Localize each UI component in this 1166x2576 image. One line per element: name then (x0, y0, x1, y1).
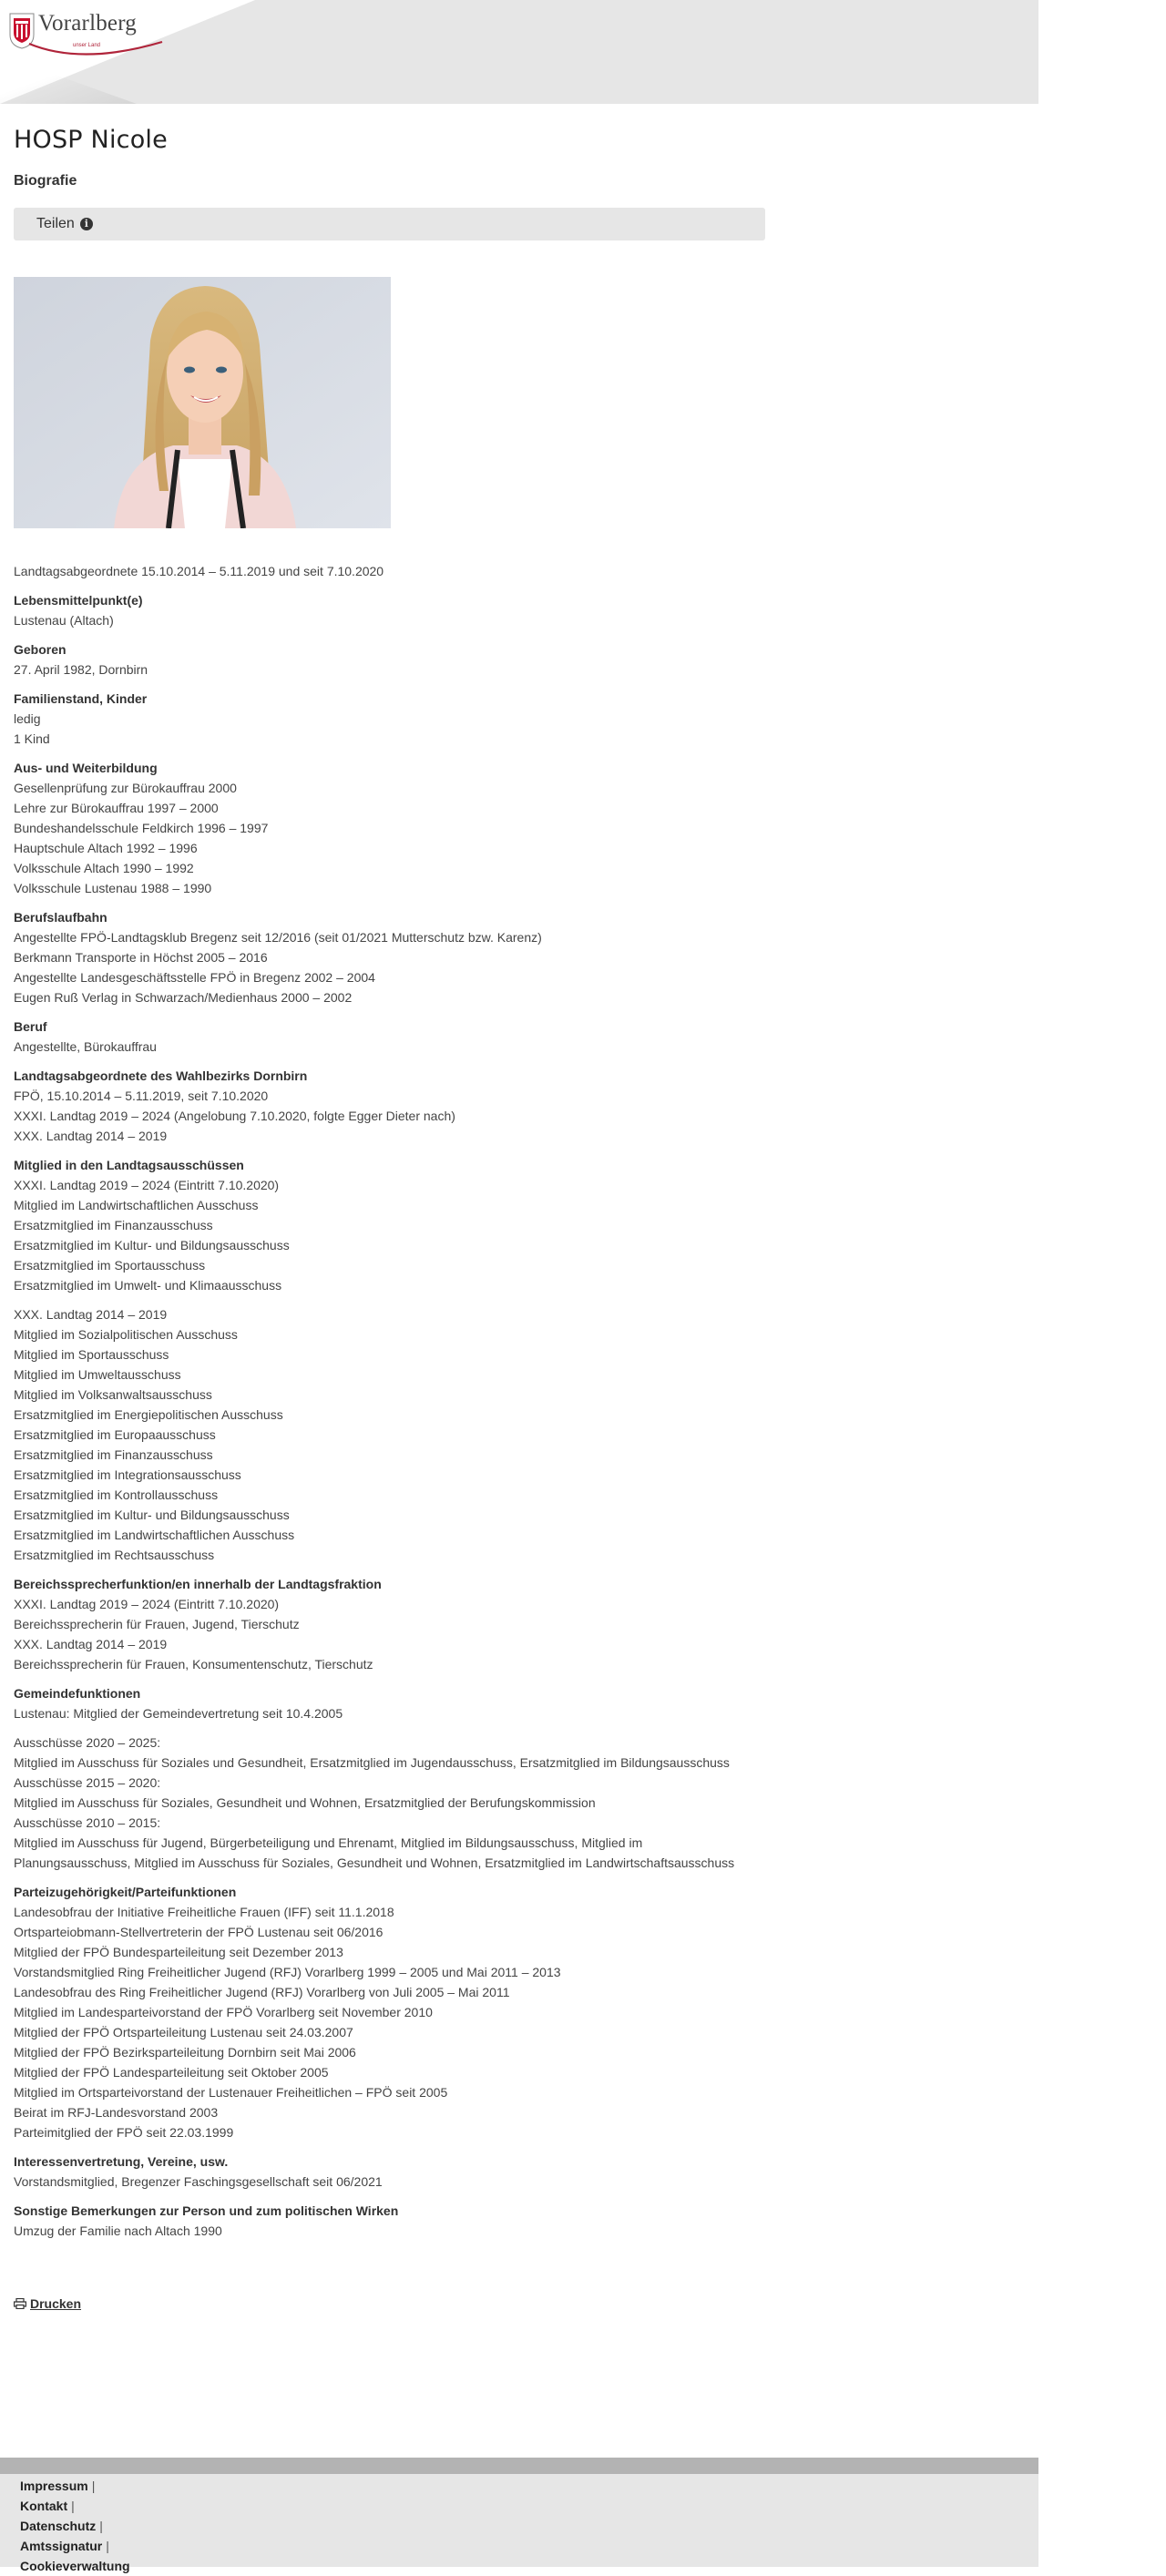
bio-line: XXX. Landtag 2014 – 2019 (14, 1307, 168, 1322)
footer-separator: | (106, 2539, 109, 2553)
share-label[interactable]: Teilen (36, 216, 75, 231)
bio-line: Mitglied im Landwirtschaftlichen Ausschuss (14, 1198, 259, 1212)
vorarlberg-logo[interactable] (9, 11, 164, 56)
bio-line: Angestellte FPÖ-Landtagsklub Bregenz seit 12/2016 (seit 01/2021 Mutterschutz bzw. Karenz) (14, 930, 542, 945)
share-bar[interactable] (14, 208, 765, 240)
footer-link-row (20, 2556, 1038, 2576)
bio-line: Mitglied im Ausschuss für Soziales und Gesundheit, Ersatzmitglied im Jugendausschuss, Ersatzmitglied im Bildungsausschuss (14, 1755, 730, 1770)
footer-link-row (20, 2536, 1038, 2556)
bio-line: Mitglied der FPÖ Bundesparteileitung seit Dezember 2013 (14, 1945, 343, 1959)
page-subtitle: Biografie (14, 173, 77, 189)
bio-line: Ausschüsse 2020 – 2025: (14, 1735, 161, 1750)
bio-section-heading: Bereichssprecherfunktion/en innerhalb der Landtagsfraktion (14, 1577, 382, 1591)
bio-line: XXX. Landtag 2014 – 2019 (14, 1129, 168, 1143)
footer-link-kontakt[interactable]: Kontakt (20, 2499, 68, 2513)
brand-tagline: unser Land (73, 43, 101, 48)
bio-line: Ersatzmitglied im Integrationsausschuss (14, 1467, 241, 1482)
site-header (0, 0, 1038, 104)
bio-line: Mitglied im Ausschuss für Soziales, Gesundheit und Wohnen, Ersatzmitglied der Berufungskommission (14, 1795, 596, 1810)
brand-name: Vorarlberg (38, 11, 137, 36)
bio-section (14, 758, 770, 898)
bio-section-heading: Aus- und Weiterbildung (14, 761, 158, 775)
bio-line: Ausschüsse 2015 – 2020: (14, 1775, 161, 1790)
biography (14, 561, 770, 2241)
bio-line: XXX. Landtag 2014 – 2019 (14, 1637, 168, 1651)
bio-section (14, 1683, 770, 1873)
printer-icon (14, 2298, 26, 2309)
footer-link-impressum[interactable]: Impressum (20, 2479, 88, 2493)
print-link[interactable] (14, 2296, 81, 2311)
page-title: HOSP Nicole (14, 126, 168, 154)
bio-section (14, 689, 770, 749)
bio-line: Ausschüsse 2010 – 2015: (14, 1815, 161, 1830)
bio-line: Angestellte Landesgeschäftsstelle FPÖ in Bregenz 2002 – 2004 (14, 970, 375, 985)
main-content (14, 122, 770, 2250)
bio-line: Ortsparteiobmann-Stellvertreterin der FPÖ Lustenau seit 06/2016 (14, 1925, 384, 1939)
bio-section (14, 2201, 770, 2241)
bio-section (14, 907, 770, 1007)
bio-line: Ersatzmitglied im Landwirtschaftlichen Ausschuss (14, 1528, 295, 1542)
bio-line: Bereichssprecherin für Frauen, Jugend, Tierschutz (14, 1617, 300, 1631)
bio-line: Umzug der Familie nach Altach 1990 (14, 2223, 222, 2238)
footer-link-row (20, 2496, 1038, 2516)
bio-gap (14, 1295, 770, 1304)
bio-line: Mitglied im Ortsparteivorstand der Lustenauer Freiheitlichen – FPÖ seit 2005 (14, 2085, 448, 2100)
bio-section-heading: Gemeindefunktionen (14, 1686, 141, 1701)
bio-section (14, 1017, 770, 1057)
bio-section-heading: Beruf (14, 1019, 47, 1034)
bio-section (14, 1882, 770, 2142)
footer-bar (0, 2458, 1038, 2474)
bio-section-heading: Landtagsabgeordnete des Wahlbezirks Dornbirn (14, 1068, 308, 1083)
bio-line: Beirat im RFJ-Landesvorstand 2003 (14, 2105, 219, 2120)
site-footer (0, 2474, 1038, 2573)
bio-line: Vorstandsmitglied, Bregenzer Faschingsgesellschaft seit 06/2021 (14, 2174, 383, 2189)
bio-line: Eugen Ruß Verlag in Schwarzach/Medienhaus 2000 – 2002 (14, 990, 353, 1005)
footer-separator: | (99, 2519, 103, 2533)
bio-section-heading: Interessenvertretung, Vereine, usw. (14, 2154, 229, 2169)
bio-line: Ersatzmitglied im Kontrollausschuss (14, 1487, 219, 1502)
bio-line: XXXI. Landtag 2019 – 2024 (Angelobung 7.10.2020, folgte Egger Dieter nach) (14, 1109, 455, 1123)
bio-line: FPÖ, 15.10.2014 – 5.11.2019, seit 7.10.2020 (14, 1089, 269, 1103)
bio-line: Lustenau (Altach) (14, 613, 114, 628)
bio-line: XXXI. Landtag 2019 – 2024 (Eintritt 7.10.2020) (14, 1178, 280, 1192)
bio-line: Mitglied im Ausschuss für Jugend, Bürgerbeteiligung und Ehrenamt, Mitglied im Bildungsausschuss, Mitglied im (14, 1835, 643, 1850)
bio-line: Ersatzmitglied im Energiepolitischen Ausschuss (14, 1407, 283, 1422)
bio-line: Volksschule Altach 1990 – 1992 (14, 861, 194, 875)
bio-line: Volksschule Lustenau 1988 – 1990 (14, 881, 212, 895)
bio-section (14, 2152, 770, 2192)
bio-section-heading: Lebensmittelpunkt(e) (14, 593, 143, 608)
bio-line: 27. April 1982, Dornbirn (14, 662, 148, 677)
print-label[interactable]: Drucken (30, 2296, 82, 2311)
bio-line: Ersatzmitglied im Finanzausschuss (14, 1218, 213, 1232)
bio-line: XXXI. Landtag 2019 – 2024 (Eintritt 7.10.2020) (14, 1597, 280, 1611)
bio-line: Mitglied der FPÖ Landesparteileitung seit Oktober 2005 (14, 2065, 329, 2080)
bio-line: Ersatzmitglied im Sportausschuss (14, 1258, 206, 1273)
portrait-illustration (14, 277, 391, 528)
bio-line: Ersatzmitglied im Umwelt- und Klimaausschuss (14, 1278, 282, 1293)
footer-link-row (20, 2476, 1038, 2496)
bio-line: Bundeshandelsschule Feldkirch 1996 – 1997 (14, 821, 269, 835)
footer-link-cookieverwaltung[interactable]: Cookieverwaltung (20, 2559, 130, 2573)
footer-separator: | (71, 2499, 75, 2513)
footer-link-row (20, 2516, 1038, 2536)
bio-line: Mitglied der FPÖ Bezirksparteileitung Dornbirn seit Mai 2006 (14, 2045, 356, 2060)
footer-link-datenschutz[interactable]: Datenschutz (20, 2519, 97, 2533)
bio-line: ledig (14, 711, 41, 726)
bio-line: Angestellte, Bürokauffrau (14, 1039, 157, 1054)
bio-line: Bereichssprecherin für Frauen, Konsumentenschutz, Tierschutz (14, 1657, 373, 1671)
portrait-photo (14, 277, 391, 528)
bio-section-heading: Sonstige Bemerkungen zur Person und zum politischen Wirken (14, 2203, 399, 2218)
bio-line: Parteimitglied der FPÖ seit 22.03.1999 (14, 2125, 234, 2140)
bio-line: Ersatzmitglied im Finanzausschuss (14, 1447, 213, 1462)
bio-section-heading: Parteizugehörigkeit/Parteifunktionen (14, 1885, 237, 1899)
bio-line: Berkmann Transporte in Höchst 2005 – 2016 (14, 950, 268, 965)
bio-section-heading: Mitglied in den Landtagsausschüssen (14, 1158, 244, 1172)
info-circle-icon[interactable]: i (80, 218, 93, 230)
bio-line: Ersatzmitglied im Kultur- und Bildungsausschuss (14, 1238, 290, 1252)
bio-section (14, 590, 770, 630)
bio-line: Mitglied im Landesparteivorstand der FPÖ Vorarlberg seit November 2010 (14, 2005, 433, 2019)
bio-line: Mitglied im Sportausschuss (14, 1347, 169, 1362)
bio-line: Mitglied im Volksanwaltsausschuss (14, 1387, 212, 1402)
bio-line: Gesellenprüfung zur Bürokauffrau 2000 (14, 781, 237, 795)
bio-section (14, 1155, 770, 1565)
bio-line: Landesobfrau des Ring Freiheitlicher Jugend (RFJ) Vorarlberg von Juli 2005 – Mai 2011 (14, 1985, 510, 1999)
bio-line: Lehre zur Bürokauffrau 1997 – 2000 (14, 801, 219, 815)
bio-gap (14, 1723, 770, 1733)
bio-line: Mitglied der FPÖ Ortsparteileitung Lustenau seit 24.03.2007 (14, 2025, 353, 2039)
bio-section (14, 639, 770, 680)
bio-line: Lustenau: Mitglied der Gemeindevertretung seit 10.4.2005 (14, 1706, 343, 1721)
footer-separator: | (91, 2479, 96, 2493)
bio-section-heading: Familienstand, Kinder (14, 691, 148, 706)
bio-line: Hauptschule Altach 1992 – 1996 (14, 841, 198, 855)
bio-line: 1 Kind (14, 731, 50, 746)
footer-link-amtssignatur[interactable]: Amtssignatur (20, 2539, 103, 2553)
bio-line: Vorstandsmitglied Ring Freiheitlicher Jugend (RFJ) Vorarlberg 1999 – 2005 und Mai 2011 – 2013 (14, 1965, 561, 1979)
bio-line: Ersatzmitglied im Kultur- und Bildungsausschuss (14, 1508, 290, 1522)
bio-section (14, 1066, 770, 1146)
bio-line: Ersatzmitglied im Europaausschuss (14, 1427, 216, 1442)
bio-line: Planungsausschuss, Mitglied im Ausschuss für Soziales, Gesundheit und Wohnen, Ersatzmitglied im Landwirtschaftsausschuss (14, 1855, 735, 1870)
bio-line: Mitglied im Sozialpolitischen Ausschuss (14, 1327, 238, 1342)
bio-line: Landesobfrau der Initiative Freiheitliche Frauen (IFF) seit 11.1.2018 (14, 1905, 394, 1919)
bio-section-heading: Berufslaufbahn (14, 910, 107, 925)
bio-line: Ersatzmitglied im Rechtsausschuss (14, 1548, 215, 1562)
bio-section (14, 1574, 770, 1674)
bio-intro: Landtagsabgeordnete 15.10.2014 – 5.11.2019 und seit 7.10.2020 (14, 564, 384, 578)
bio-line: Mitglied im Umweltausschuss (14, 1367, 181, 1382)
bio-section-heading: Geboren (14, 642, 66, 657)
